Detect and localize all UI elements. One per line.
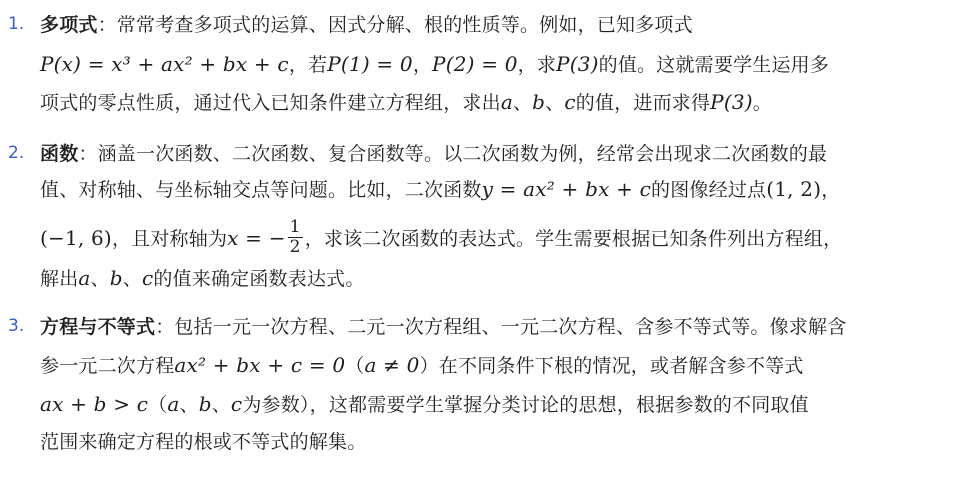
item-line xyxy=(40,429,366,455)
math-expression: x = − xyxy=(227,226,286,250)
list-number: 2. xyxy=(8,143,25,163)
text-run: ：包括一元一次方程、二元一次方程组、一元二次方程、含参不等式等。像求解含 xyxy=(155,316,847,338)
text-run: （ xyxy=(148,394,168,416)
list-item-term: 多项式 xyxy=(40,14,98,36)
math-expression: P(x) = x³ + ax² + bx + c xyxy=(40,52,289,76)
item-line xyxy=(40,352,804,379)
text-run: ，若 xyxy=(288,54,328,76)
math-expression: P(2) = 0 xyxy=(432,52,518,76)
text-run: ：常常考查多项式的运算、因式分解、根的性质等。例如，已知多项式 xyxy=(97,14,693,36)
text-run: 、 xyxy=(545,92,565,114)
text-run: 的图像经过点 xyxy=(651,179,767,201)
text-run: 参一元二次方程 xyxy=(40,355,175,377)
text-run: ，且对称轴为 xyxy=(111,228,228,250)
list-number: 3. xyxy=(8,316,25,336)
item-line xyxy=(40,314,846,340)
text-run: ：涵盖一次函数、二次函数、复合函数等。以二次函数为例，经常会出现求二次函数的最 xyxy=(78,143,828,165)
text-run: 、 xyxy=(122,268,142,290)
math-expression: ax² + bx + c = 0 xyxy=(174,353,346,377)
text-run: 范围来确定方程的根或不等式的解集。 xyxy=(40,431,367,453)
list-item-term: 函数 xyxy=(40,143,79,165)
list-number: 1. xyxy=(8,14,25,34)
text-run: 项式的零点性质，通过代入已知条件建立方程组，求出 xyxy=(40,92,501,114)
math-expression: a xyxy=(167,392,180,416)
math-expression: P(3) xyxy=(556,52,599,76)
text-run: 值、对称轴、与坐标轴交点等问题。比如，二次函数 xyxy=(40,179,482,201)
math-expression: b xyxy=(532,90,546,114)
math-expression: b xyxy=(109,266,123,290)
math-expression: c xyxy=(564,90,576,114)
item-line xyxy=(40,51,829,78)
item-line xyxy=(40,391,809,418)
text-run: 解出 xyxy=(40,268,79,290)
text-run: 、 xyxy=(211,394,231,416)
math-expression: b xyxy=(198,392,212,416)
text-run: 、 xyxy=(179,394,199,416)
math-expression: c xyxy=(230,392,243,416)
text-run: 的值。这就需要学生运用多 xyxy=(598,54,830,76)
text-run: 、 xyxy=(90,268,110,290)
math-expression: y = ax² + bx + c xyxy=(481,177,652,201)
math-expression: (1, 2) xyxy=(766,177,822,201)
text-run: 的值，进而求得 xyxy=(575,92,711,114)
text-run: （ xyxy=(345,355,365,377)
list-item-term: 方程与不等式 xyxy=(40,316,156,338)
text-run: 。 xyxy=(752,92,772,114)
text-run: 的值来确定函数表达式。 xyxy=(153,268,365,290)
math-expression: ax + b > c xyxy=(40,392,149,416)
text-run: ， xyxy=(412,54,433,76)
text-run: 为参数），这都需要学生掌握分类讨论的思想，根据参数的不同取值 xyxy=(242,394,809,416)
item-line xyxy=(40,176,840,203)
item-line xyxy=(40,217,843,259)
item-line xyxy=(40,12,693,38)
math-expression: P(3) xyxy=(710,90,753,114)
fraction xyxy=(288,218,303,257)
math-expression: c xyxy=(141,266,154,290)
text-run: ， xyxy=(821,179,841,201)
text-run: ，求 xyxy=(517,54,557,76)
text-run: ）在不同条件下根的情况，或者解含参不等式 xyxy=(419,355,804,377)
math-expression: a ≠ 0 xyxy=(364,353,420,377)
math-expression: a xyxy=(500,90,513,114)
item-line xyxy=(40,265,365,292)
text-run: ，求该二次函数的表达式。学生需要根据已知条件列出方程组， xyxy=(304,228,843,250)
math-expression: a xyxy=(78,266,91,290)
fraction-denominator: 2 xyxy=(289,237,301,257)
math-expression: (−1, 6) xyxy=(40,226,112,250)
math-expression: P(1) = 0 xyxy=(327,52,413,76)
item-line xyxy=(40,89,772,116)
fraction-numerator: 1 xyxy=(289,217,301,237)
item-line xyxy=(40,141,827,167)
text-run: 、 xyxy=(512,92,533,114)
